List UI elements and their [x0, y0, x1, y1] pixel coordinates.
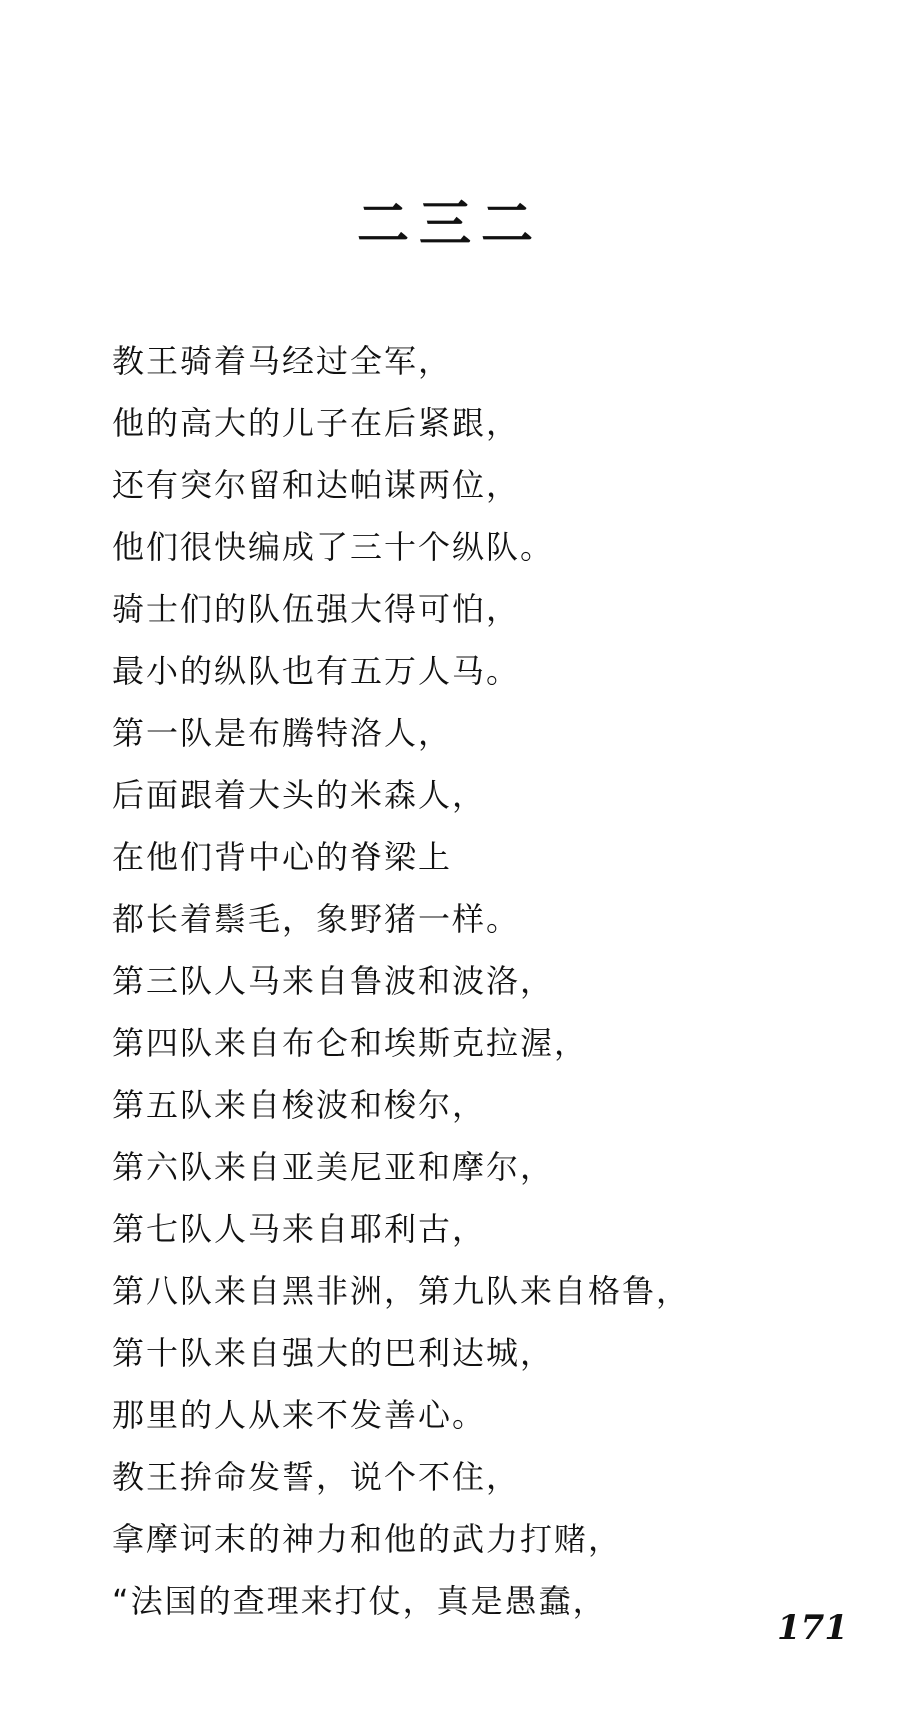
poem-line: 最小的纵队也有五万人马。: [112, 652, 521, 690]
poem-line: 第四队来自布仑和埃斯克拉渥，: [112, 1024, 589, 1062]
poem-line: 在他们背中心的脊梁上: [112, 838, 453, 876]
poem-line: 后面跟着大头的米森人，: [112, 776, 487, 814]
poem-text: [112, 330, 852, 1632]
poem-line: 教王骑着马经过全军，: [112, 342, 453, 380]
poem-line: 拿摩诃末的神力和他的武力打赌，: [112, 1520, 623, 1558]
poem-line: 第一队是布腾特洛人，: [112, 714, 453, 752]
poem-line: 第十队来自强大的巴利达城，: [112, 1334, 555, 1372]
poem-line: 第六队来自亚美尼亚和摩尔，: [112, 1148, 555, 1186]
poem-line: 第八队来自黑非洲，第九队来自格鲁，: [112, 1272, 691, 1310]
poem-line: 第七队人马来自耶利古，: [112, 1210, 487, 1248]
page-number: 171: [777, 1608, 848, 1648]
poem-line: 第五队来自梭波和梭尔，: [112, 1086, 487, 1124]
poem-line: 第三队人马来自鲁波和波洛，: [112, 962, 555, 1000]
poem-line: “法国的查理来打仗，真是愚蠢，: [112, 1582, 607, 1620]
poem-line: 那里的人从来不发善心。: [112, 1396, 487, 1434]
poem-line: 教王拚命发誓，说个不住，: [112, 1458, 521, 1496]
poem-line: 都长着鬃毛，象野猪一样。: [112, 900, 521, 938]
poem-line: 他的高大的儿子在后紧跟，: [112, 404, 521, 442]
poem-line: 还有突尔留和达帕谋两位，: [112, 466, 521, 504]
poem-line: 骑士们的队伍强大得可怕，: [112, 590, 521, 628]
section-heading: 二三二: [356, 195, 543, 255]
poem-line: 他们很快编成了三十个纵队。: [112, 528, 555, 566]
